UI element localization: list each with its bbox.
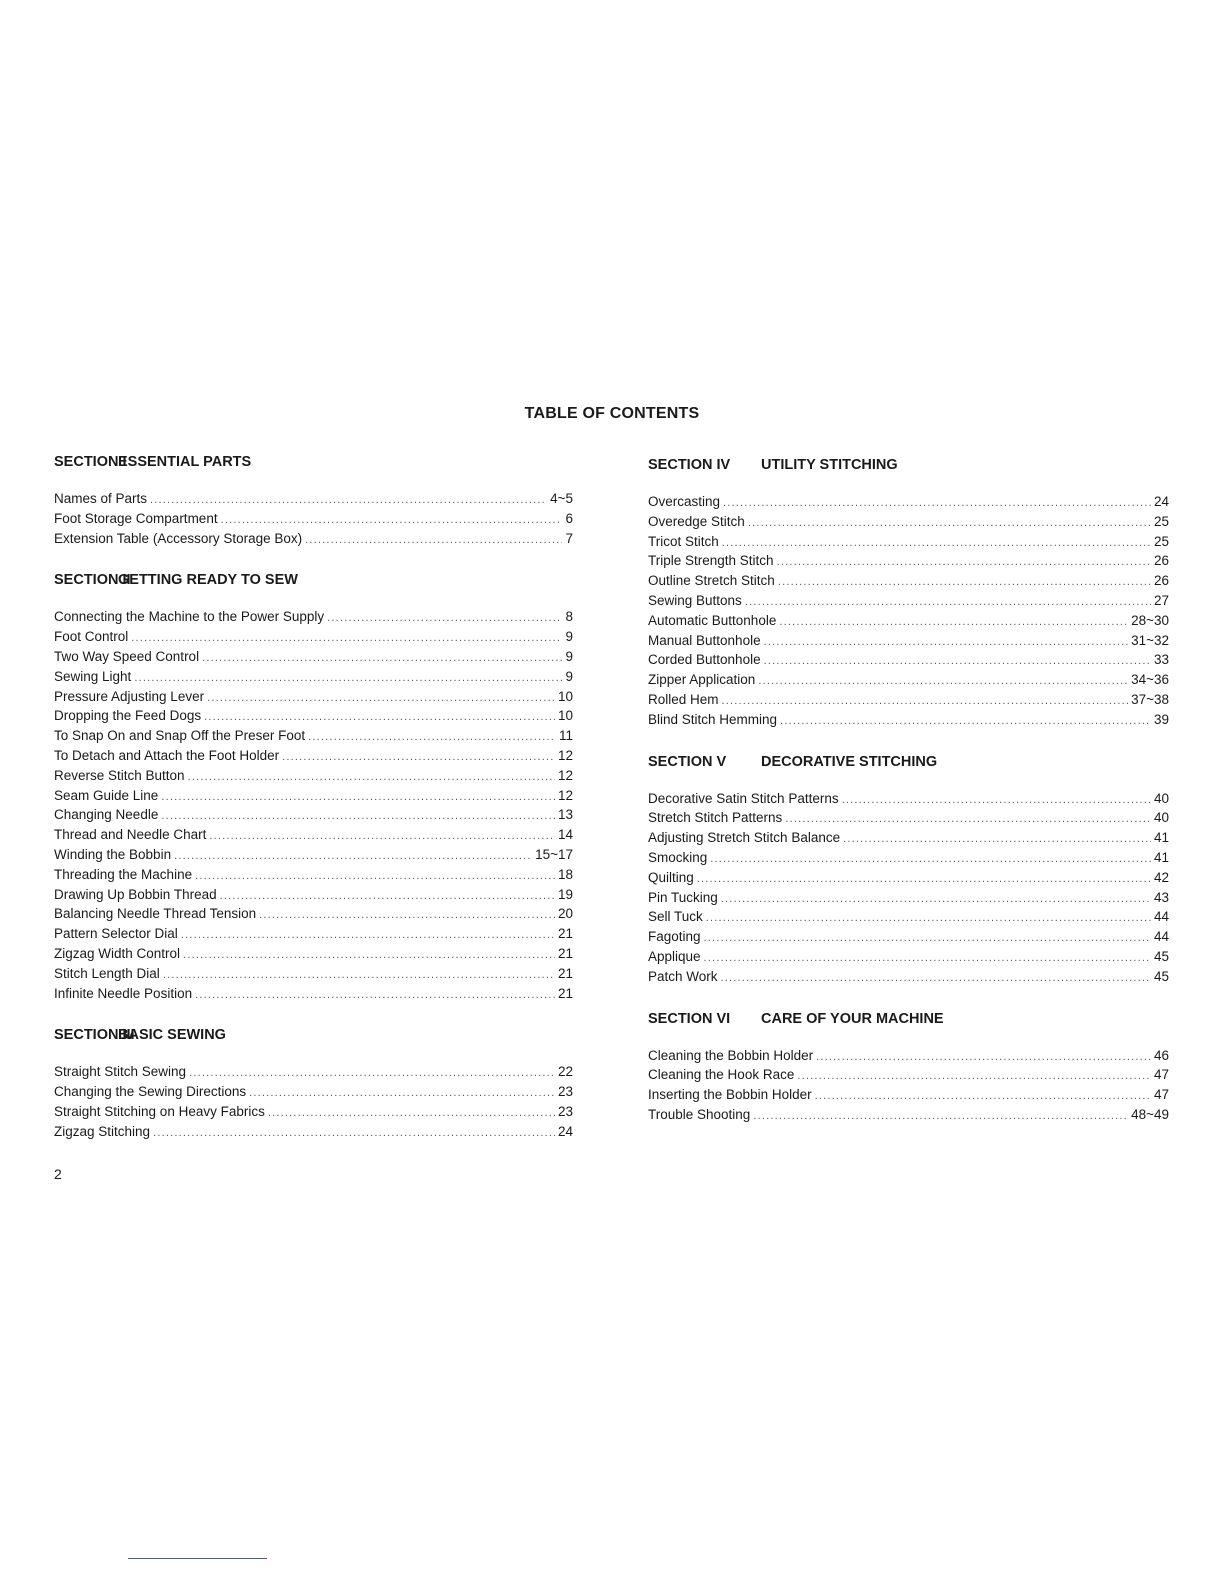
section-number: SECTION IV: [648, 457, 731, 473]
entry-page: 10: [557, 708, 573, 724]
entry-page: 23: [557, 1084, 573, 1100]
entry-page: 21: [557, 965, 573, 981]
entry-page: 43: [1153, 889, 1169, 905]
entry-page: 9: [565, 668, 573, 684]
section-name: ESSENTIAL PARTS: [118, 454, 252, 470]
dot-leader: [268, 1104, 555, 1124]
section-name: BASIC SEWING: [118, 1027, 226, 1044]
toc-entry: [54, 944, 573, 964]
entry-page: 20: [557, 906, 573, 922]
entry-title: Overedge Stitch: [648, 513, 745, 529]
entry-title: Zipper Application: [648, 672, 756, 688]
toc-entry: [648, 591, 1169, 611]
entry-page: 44: [1153, 909, 1169, 925]
section-heading: [54, 1025, 573, 1045]
toc-entry: [648, 532, 1169, 552]
entry-page: 4~5: [550, 491, 573, 506]
toc-left-column: [54, 452, 573, 1164]
dot-leader: [209, 827, 555, 847]
decorative-rule: [128, 1558, 267, 1559]
entry-title: Smocking: [648, 849, 708, 865]
entry-title: Fagoting: [648, 929, 701, 945]
entry-page: 23: [557, 1103, 573, 1119]
section-heading: [648, 455, 1169, 475]
entry-page: 7: [565, 530, 573, 546]
entry-title: Outline Stretch Stitch: [648, 573, 775, 589]
entry-page: 33: [1153, 652, 1169, 668]
toc-entry: [54, 667, 573, 687]
toc-section: [54, 570, 573, 1003]
section-name: DECORATIVE STITCHING: [761, 753, 938, 770]
toc-entry: [54, 865, 573, 885]
entry-page: 40: [1153, 810, 1169, 826]
toc-entry: [648, 868, 1169, 888]
dot-leader: [780, 712, 1151, 732]
section-number: SECTION V: [648, 753, 727, 770]
entry-title: Corded Buttonhole: [648, 652, 761, 668]
toc-entry: [648, 888, 1169, 908]
entry-title: Blind Stitch Hemming: [648, 711, 778, 727]
entry-title: Thread and Needle Chart: [54, 827, 207, 843]
toc-entry: [648, 551, 1169, 571]
dot-leader: [259, 906, 555, 926]
dot-leader: [163, 966, 555, 986]
entry-page: 6: [565, 510, 573, 526]
dot-leader: [815, 1087, 1151, 1107]
entry-title: Names of Parts: [54, 491, 148, 506]
toc-entry: [54, 786, 573, 806]
section-name: CARE OF YOUR MACHINE: [761, 1010, 944, 1027]
toc-entry: [648, 1085, 1169, 1105]
entry-title: Inserting the Bobbin Holder: [648, 1087, 812, 1103]
dot-leader: [779, 613, 1128, 633]
entry-title: Automatic Buttonhole: [648, 612, 777, 628]
dot-leader: [161, 788, 555, 808]
entry-page: 24: [1153, 494, 1169, 509]
entry-title: Seam Guide Line: [54, 787, 159, 803]
entry-title: Rolled Hem: [648, 691, 719, 707]
entry-title: Drawing Up Bobbin Thread: [54, 886, 217, 902]
entry-page: 25: [1153, 533, 1169, 549]
entry-page: 28~30: [1131, 612, 1169, 628]
dot-leader: [202, 649, 562, 669]
toc-entry: [54, 746, 573, 766]
toc-entry: [648, 631, 1169, 651]
toc-entry: [54, 529, 573, 549]
entry-title: Changing the Sewing Directions: [54, 1084, 247, 1100]
toc-entry: [54, 687, 573, 707]
toc-entry: [648, 828, 1169, 848]
entry-page: 37~38: [1131, 691, 1169, 707]
toc-entry: [648, 947, 1169, 967]
toc-entry: [54, 489, 573, 509]
dot-leader: [207, 689, 555, 709]
toc-entry: [648, 492, 1169, 512]
entry-title: Cleaning the Hook Race: [648, 1067, 795, 1083]
toc-entry: [54, 885, 573, 905]
dot-leader: [797, 1067, 1151, 1087]
toc-section: [54, 1025, 573, 1141]
entry-page: 18: [557, 866, 573, 882]
toc-entry: [648, 789, 1169, 809]
entry-title: Quilting: [648, 869, 694, 885]
entry-page: 46: [1153, 1047, 1169, 1063]
toc-entry: [54, 726, 573, 746]
entry-page: 39: [1153, 711, 1169, 727]
page-title: TABLE OF CONTENTS: [524, 404, 700, 422]
entry-page: 26: [1153, 553, 1169, 569]
entry-page: 48~49: [1131, 1106, 1169, 1122]
dot-leader: [722, 534, 1151, 554]
toc-entry: [648, 670, 1169, 690]
entry-page: 13: [557, 807, 573, 823]
dot-leader: [161, 807, 555, 827]
section-number: SECTION VI: [648, 1010, 731, 1027]
toc-entry: [54, 766, 573, 786]
entry-title: Winding the Bobbin: [54, 846, 172, 862]
dot-leader: [188, 768, 555, 788]
entry-title: Triple Strength Stitch: [648, 553, 774, 569]
entry-title: Zigzag Width Control: [54, 945, 181, 961]
dot-leader: [842, 791, 1151, 811]
entry-title: Sewing Buttons: [648, 592, 742, 608]
dot-leader: [195, 986, 555, 1006]
dot-leader: [722, 692, 1129, 712]
entry-title: Pin Tucking: [648, 889, 718, 905]
dot-leader: [181, 926, 555, 946]
toc-entry: [648, 808, 1169, 828]
entry-page: 21: [557, 945, 573, 961]
entry-page: 24: [557, 1123, 573, 1139]
page-number: 2: [54, 1166, 62, 1182]
entry-title: Sewing Light: [54, 668, 132, 684]
toc-entry: [54, 904, 573, 924]
entry-title: Decorative Satin Stitch Patterns: [648, 790, 839, 806]
entry-title: Dropping the Feed Dogs: [54, 708, 202, 724]
dot-leader: [697, 870, 1151, 890]
dot-leader: [704, 949, 1151, 969]
toc-entry: [54, 845, 573, 865]
section-name: GETTING READY TO SEW: [118, 572, 298, 589]
dot-leader: [308, 728, 556, 748]
entry-title: Manual Buttonhole: [648, 632, 761, 648]
entry-page: 41: [1153, 849, 1169, 865]
dot-leader: [843, 830, 1151, 850]
entry-page: 26: [1153, 573, 1169, 589]
toc-entry: [648, 1046, 1169, 1066]
entry-page: 40: [1153, 790, 1169, 806]
dot-leader: [764, 652, 1151, 672]
toc-entry: [54, 805, 573, 825]
entry-page: 45: [1153, 968, 1169, 984]
toc-entry: [648, 710, 1169, 730]
entry-title: Pressure Adjusting Lever: [54, 688, 205, 704]
toc-entry: [54, 1082, 573, 1102]
dot-leader: [721, 890, 1151, 910]
entry-title: Sell Tuck: [648, 909, 703, 925]
toc-entry: [54, 825, 573, 845]
entry-page: 14: [557, 827, 573, 843]
toc-section: [648, 752, 1169, 987]
toc-entry: [54, 627, 573, 647]
toc-entry: [54, 1062, 573, 1082]
dot-leader: [195, 867, 555, 887]
dot-leader: [153, 1124, 555, 1144]
entry-page: 27: [1153, 592, 1169, 608]
toc-entry: [648, 1065, 1169, 1085]
toc-right-column: [648, 455, 1169, 1147]
entry-title: Straight Stitch Sewing: [54, 1064, 187, 1080]
toc-entry: [54, 509, 573, 529]
dot-leader: [777, 553, 1151, 573]
entry-page: 25: [1153, 513, 1169, 529]
entry-title: Extension Table (Accessory Storage Box): [54, 530, 303, 546]
toc-entry: [648, 690, 1169, 710]
dot-leader: [748, 514, 1151, 534]
toc-entry: [54, 1102, 573, 1122]
dot-leader: [721, 969, 1151, 989]
entry-title: Changing Needle: [54, 807, 159, 823]
dot-leader: [758, 672, 1128, 692]
dot-leader: [785, 810, 1151, 830]
section-heading: [54, 570, 573, 590]
entry-title: Zigzag Stitching: [54, 1123, 151, 1139]
entry-title: Straight Stitching on Heavy Fabrics: [54, 1103, 265, 1119]
entry-title: To Snap On and Snap Off the Preser Foot: [54, 728, 306, 744]
dot-leader: [723, 494, 1151, 514]
dot-leader: [174, 847, 532, 867]
dot-leader: [753, 1107, 1128, 1127]
dot-leader: [249, 1084, 555, 1104]
entry-page: 21: [557, 926, 573, 942]
dot-leader: [778, 573, 1151, 593]
entry-title: Overcasting: [648, 494, 721, 509]
section-number: SECTION II: [54, 572, 131, 589]
toc-entry: [648, 907, 1169, 927]
entry-title: Connecting the Machine to the Power Supply: [54, 609, 325, 625]
toc-entry: [648, 611, 1169, 631]
entry-page: 47: [1153, 1087, 1169, 1103]
section-heading: [54, 452, 573, 472]
toc-entry: [54, 706, 573, 726]
dot-leader: [816, 1048, 1151, 1068]
entry-page: 45: [1153, 948, 1169, 964]
section-name: UTILITY STITCHING: [761, 457, 898, 473]
dot-leader: [764, 633, 1128, 653]
toc-entry: [648, 967, 1169, 987]
toc-entry: [54, 1122, 573, 1142]
dot-leader: [706, 909, 1151, 929]
dot-leader: [745, 593, 1151, 613]
entry-title: Pattern Selector Dial: [54, 926, 178, 942]
entry-title: Tricot Stitch: [648, 533, 719, 549]
entry-title: Cleaning the Bobbin Holder: [648, 1047, 814, 1063]
entry-page: 44: [1153, 929, 1169, 945]
entry-title: Foot Storage Compartment: [54, 510, 218, 526]
entry-page: 12: [557, 787, 573, 803]
toc-entry: [54, 924, 573, 944]
entry-page: 15~17: [535, 846, 573, 862]
toc-entry: [648, 927, 1169, 947]
toc-section: [54, 452, 573, 548]
section-number: SECTION III: [54, 1027, 135, 1044]
toc-entry: [54, 607, 573, 627]
entry-title: Trouble Shooting: [648, 1106, 751, 1122]
entry-page: 10: [557, 688, 573, 704]
entry-page: 12: [557, 747, 573, 763]
entry-page: 12: [557, 767, 573, 783]
entry-page: 22: [557, 1064, 573, 1080]
toc-entry: [648, 571, 1169, 591]
toc-entry: [648, 512, 1169, 532]
entry-page: 31~32: [1131, 632, 1169, 648]
section-heading: [648, 1009, 1169, 1029]
entry-page: 9: [565, 648, 573, 664]
dot-leader: [327, 609, 562, 629]
entry-title: Patch Work: [648, 968, 718, 984]
entry-title: Foot Control: [54, 629, 129, 645]
entry-title: Balancing Needle Thread Tension: [54, 906, 257, 922]
dot-leader: [183, 946, 555, 966]
toc-entry: [648, 848, 1169, 868]
dot-leader: [710, 850, 1151, 870]
entry-title: Stitch Length Dial: [54, 965, 160, 981]
dot-leader: [282, 748, 555, 768]
toc-entry: [54, 984, 573, 1004]
entry-title: Two Way Speed Control: [54, 648, 200, 664]
entry-title: Stretch Stitch Patterns: [648, 810, 783, 826]
entry-page: 34~36: [1131, 672, 1169, 688]
section-heading: [648, 752, 1169, 772]
section-number: SECTION I: [54, 454, 127, 470]
entry-page: 41: [1153, 830, 1169, 846]
toc-entry: [648, 650, 1169, 670]
entry-title: Infinite Needle Position: [54, 985, 193, 1001]
toc-entry: [648, 1105, 1169, 1125]
dot-leader: [704, 929, 1151, 949]
entry-page: 8: [565, 609, 573, 625]
dot-leader: [305, 531, 562, 551]
toc-section: [648, 455, 1169, 730]
toc-entry: [54, 964, 573, 984]
entry-title: Reverse Stitch Button: [54, 767, 185, 783]
entry-page: 21: [557, 985, 573, 1001]
entry-title: Applique: [648, 948, 701, 964]
entry-page: 11: [558, 728, 573, 744]
entry-page: 9: [565, 629, 573, 645]
dot-leader: [220, 887, 555, 907]
entry-page: 47: [1153, 1067, 1169, 1083]
entry-page: 42: [1153, 869, 1169, 885]
entry-title: To Detach and Attach the Foot Holder: [54, 747, 280, 763]
entry-title: Adjusting Stretch Stitch Balance: [648, 830, 841, 846]
toc-entry: [54, 647, 573, 667]
entry-page: 19: [557, 886, 573, 902]
entry-title: Threading the Machine: [54, 866, 193, 882]
toc-section: [648, 1009, 1169, 1125]
